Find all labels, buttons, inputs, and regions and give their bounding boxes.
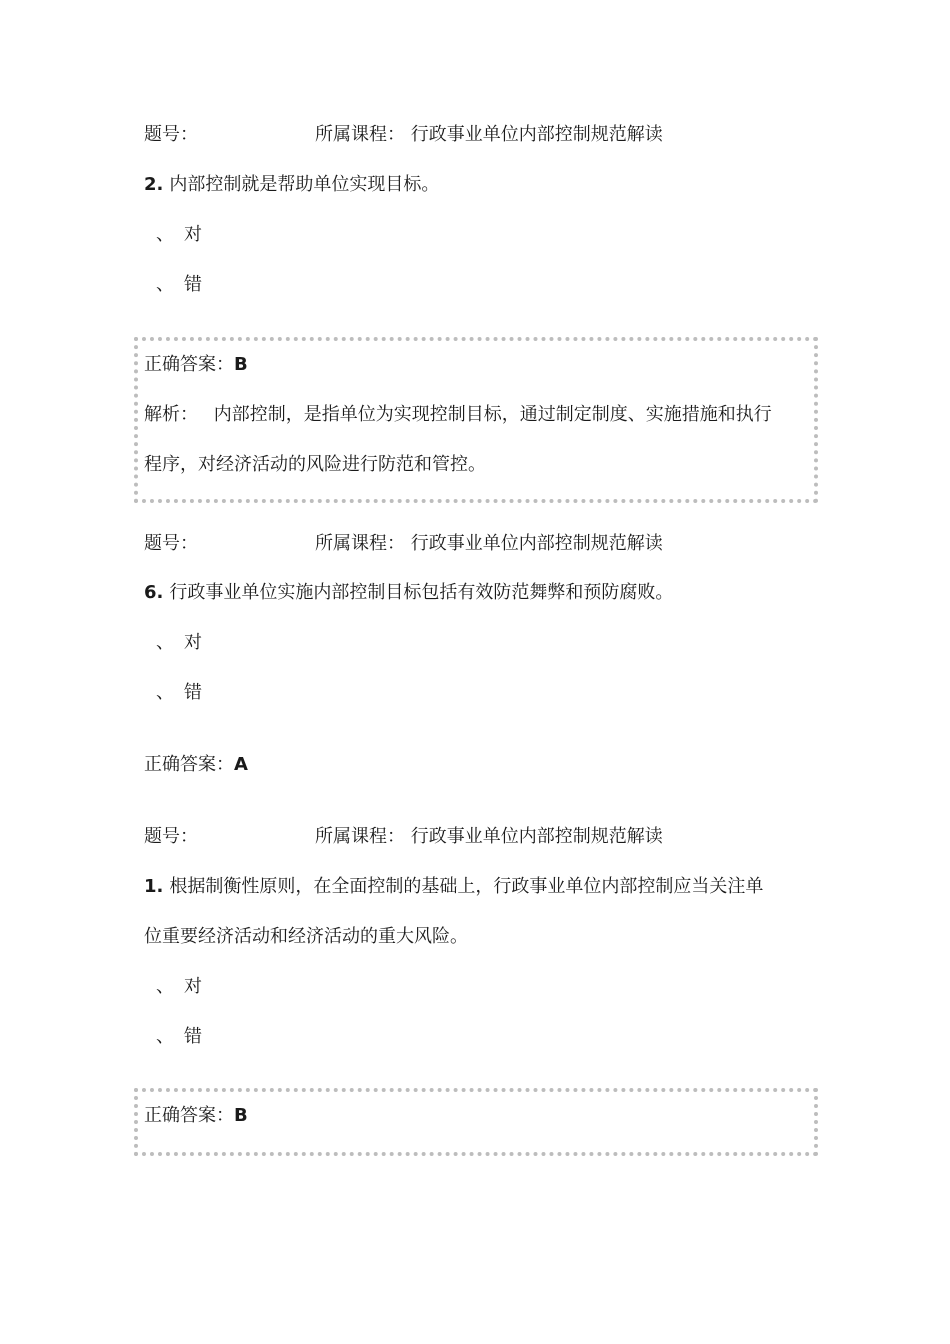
option-item[interactable]	[156, 975, 202, 999]
option-text: 错	[184, 682, 202, 703]
question-no-label: 题号：	[144, 124, 198, 145]
question-no-label: 题号：	[144, 826, 198, 847]
option-marker: 、	[156, 632, 174, 653]
option-text: 对	[184, 976, 202, 997]
question-number: 6.	[144, 582, 164, 603]
option-text: 错	[184, 1026, 202, 1047]
correct-answer-label: 正确答案：	[144, 1105, 234, 1126]
option-item[interactable]	[156, 273, 202, 297]
course-label: 所属课程：	[315, 533, 405, 554]
analysis-label: 解析：	[144, 404, 198, 425]
question-number: 1.	[144, 876, 164, 897]
question-stem: 内部控制就是帮助单位实现目标。	[169, 174, 440, 195]
question-text	[144, 875, 763, 899]
correct-answer-label: 正确答案：	[144, 754, 234, 775]
option-marker: 、	[156, 224, 174, 245]
question-stem: 行政事业单位实施内部控制目标包括有效防范舞弊和预防腐败。	[169, 582, 674, 603]
option-text: 错	[184, 274, 202, 295]
correct-answer-value: A	[234, 754, 248, 775]
course-name: 行政事业单位内部控制规范解读	[410, 533, 663, 554]
question-stem-continued: 位重要经济活动和经济活动的重大风险。	[144, 926, 468, 947]
option-marker: 、	[156, 976, 174, 997]
analysis-text: 内部控制，是指单位为实现控制目标，通过制定制度、实施措施和执行	[213, 404, 772, 425]
option-item[interactable]	[156, 223, 202, 247]
course-label: 所属课程：	[315, 826, 405, 847]
option-marker: 、	[156, 682, 174, 703]
correct-answer-label: 正确答案：	[144, 354, 234, 375]
correct-answer	[144, 1104, 248, 1128]
analysis-line	[144, 403, 772, 427]
course-name: 行政事业单位内部控制规范解读	[410, 124, 663, 145]
correct-answer	[144, 753, 248, 777]
course-meta	[315, 532, 663, 556]
option-text: 对	[184, 224, 202, 245]
correct-answer-value: B	[234, 354, 248, 375]
course-meta	[315, 825, 663, 849]
option-item[interactable]	[156, 1025, 202, 1049]
option-marker: 、	[156, 1026, 174, 1047]
correct-answer	[144, 353, 248, 377]
option-item[interactable]	[156, 681, 202, 705]
correct-answer-value: B	[234, 1105, 248, 1126]
analysis-line: 程序，对经济活动的风险进行防范和管控。	[144, 454, 486, 475]
option-marker: 、	[156, 274, 174, 295]
question-text	[144, 581, 673, 605]
question-number: 2.	[144, 174, 164, 195]
course-meta	[315, 123, 663, 147]
option-item[interactable]	[156, 631, 202, 655]
course-label: 所属课程：	[315, 124, 405, 145]
option-text: 对	[184, 632, 202, 653]
question-text	[144, 173, 439, 197]
question-no-label: 题号：	[144, 533, 198, 554]
course-name: 行政事业单位内部控制规范解读	[410, 826, 663, 847]
question-stem: 根据制衡性原则，在全面控制的基础上，行政事业单位内部控制应当关注单	[169, 876, 764, 897]
